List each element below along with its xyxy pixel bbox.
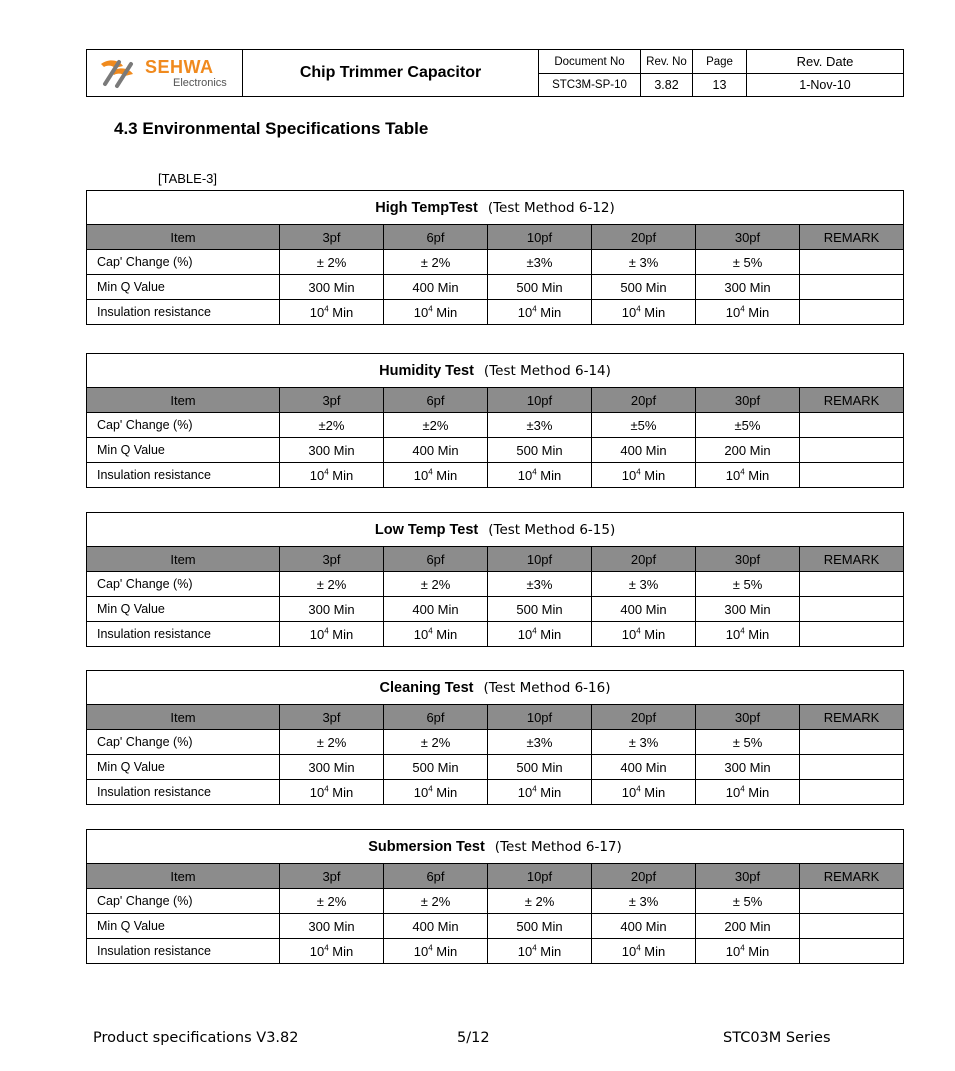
row-label-min-q: Min Q Value (87, 914, 280, 939)
column-header: REMARK (800, 705, 904, 730)
rev-date-label: Rev. Date (747, 50, 904, 74)
cap-change-value: ± 2% (280, 730, 384, 755)
remark-cell (800, 438, 904, 463)
row-label-insulation: Insulation resistance (87, 300, 280, 325)
min-q-value: 300 Min (280, 597, 384, 622)
ir-base: 10 (413, 467, 429, 483)
ir-suffix: Min (332, 784, 354, 800)
insulation-value (384, 300, 488, 325)
test-method: (Test Method 6-12) (487, 199, 615, 216)
insulation-value (280, 300, 384, 325)
row-label-cap-change: Cap' Change (%) (87, 730, 280, 755)
ir-exponent: 4 (324, 304, 329, 314)
row-label-insulation: Insulation resistance (87, 780, 280, 805)
ir-suffix: Min (644, 626, 666, 642)
min-q-value: 300 Min (696, 755, 800, 780)
ir-suffix: Min (436, 626, 458, 642)
min-q-value: 300 Min (696, 597, 800, 622)
insulation-value (488, 622, 592, 647)
column-header: Item (87, 388, 280, 413)
ir-exponent: 4 (324, 943, 329, 953)
cap-change-value: ± 5% (696, 889, 800, 914)
ir-exponent: 4 (740, 784, 745, 794)
rev-no-label: Rev. No (641, 50, 693, 74)
document-header (86, 49, 904, 97)
min-q-value: 400 Min (592, 914, 696, 939)
row-label-insulation: Insulation resistance (87, 463, 280, 488)
ir-base: 10 (517, 626, 533, 642)
ir-suffix: Min (540, 304, 562, 320)
doc-no-value: STC3M-SP-10 (539, 74, 641, 97)
insulation-value (384, 463, 488, 488)
ir-suffix: Min (748, 784, 770, 800)
cap-change-value: ±3% (488, 413, 592, 438)
min-q-value: 400 Min (592, 755, 696, 780)
page-label: Page (693, 50, 747, 74)
ir-exponent: 4 (636, 943, 641, 953)
remark-cell (800, 780, 904, 805)
ir-suffix: Min (644, 304, 666, 320)
ir-base: 10 (309, 304, 325, 320)
ir-suffix: Min (644, 943, 666, 959)
ir-exponent: 4 (532, 467, 537, 477)
remark-cell (800, 730, 904, 755)
ir-exponent: 4 (324, 626, 329, 636)
column-header: 10pf (488, 388, 592, 413)
ir-base: 10 (413, 626, 429, 642)
cap-change-value: ± 5% (696, 572, 800, 597)
insulation-value (696, 300, 800, 325)
insulation-value (696, 780, 800, 805)
footer-page: 5/12 (457, 1030, 490, 1046)
ir-base: 10 (517, 943, 533, 959)
column-header: Item (87, 547, 280, 572)
ir-base: 10 (517, 784, 533, 800)
insulation-value (696, 463, 800, 488)
column-header: 20pf (592, 705, 696, 730)
ir-base: 10 (725, 784, 741, 800)
ir-suffix: Min (332, 626, 354, 642)
ir-exponent: 4 (428, 784, 433, 794)
cap-change-value: ± 3% (592, 250, 696, 275)
insulation-value (592, 622, 696, 647)
insulation-value (592, 780, 696, 805)
ir-base: 10 (621, 943, 637, 959)
ir-suffix: Min (748, 304, 770, 320)
cap-change-value: ±2% (280, 413, 384, 438)
cap-change-value: ± 2% (280, 889, 384, 914)
cap-change-value: ±5% (592, 413, 696, 438)
ir-base: 10 (725, 943, 741, 959)
ir-exponent: 4 (532, 943, 537, 953)
ir-suffix: Min (436, 467, 458, 483)
table-title-cell (87, 191, 904, 225)
min-q-value: 500 Min (592, 275, 696, 300)
footer-right: STC03M Series (723, 1030, 831, 1046)
cap-change-value: ± 2% (384, 730, 488, 755)
table-title-cell (87, 671, 904, 705)
cap-change-value: ± 5% (696, 250, 800, 275)
cap-change-value: ± 2% (384, 250, 488, 275)
cap-change-value: ± 2% (384, 889, 488, 914)
insulation-value (280, 463, 384, 488)
insulation-value (592, 939, 696, 964)
test-method: (Test Method 6-16) (483, 679, 611, 696)
logo-subtitle: Electronics (173, 77, 227, 89)
ir-suffix: Min (332, 304, 354, 320)
min-q-value: 500 Min (488, 438, 592, 463)
min-q-value: 200 Min (696, 438, 800, 463)
ir-suffix: Min (540, 626, 562, 642)
insulation-value (280, 622, 384, 647)
ir-base: 10 (309, 467, 325, 483)
doc-no-label: Document No (539, 50, 641, 74)
remark-cell (800, 914, 904, 939)
ir-suffix: Min (436, 784, 458, 800)
cap-change-value: ± 2% (384, 572, 488, 597)
cap-change-value: ±3% (488, 730, 592, 755)
insulation-value (280, 939, 384, 964)
column-header: 20pf (592, 547, 696, 572)
test-method: (Test Method 6-15) (488, 521, 616, 538)
test-name: Humidity Test (379, 362, 474, 379)
remark-cell (800, 250, 904, 275)
ir-suffix: Min (436, 943, 458, 959)
row-label-cap-change: Cap' Change (%) (87, 572, 280, 597)
column-header: 3pf (280, 225, 384, 250)
ir-exponent: 4 (740, 304, 745, 314)
logo-brand: SEHWA (145, 57, 214, 77)
test-method: (Test Method 6-17) (494, 838, 622, 855)
min-q-value: 400 Min (384, 275, 488, 300)
column-header: 30pf (696, 225, 800, 250)
ir-exponent: 4 (428, 626, 433, 636)
ir-base: 10 (725, 304, 741, 320)
column-header: 6pf (384, 705, 488, 730)
column-header: 30pf (696, 547, 800, 572)
remark-cell (800, 463, 904, 488)
cap-change-value: ±3% (488, 250, 592, 275)
min-q-value: 300 Min (696, 275, 800, 300)
min-q-value: 500 Min (488, 755, 592, 780)
row-label-insulation: Insulation resistance (87, 622, 280, 647)
min-q-value: 500 Min (384, 755, 488, 780)
page-value: 13 (693, 74, 747, 97)
column-header: 30pf (696, 705, 800, 730)
min-q-value: 400 Min (592, 438, 696, 463)
spec-table (86, 670, 904, 805)
test-name: Low Temp Test (374, 521, 479, 538)
ir-base: 10 (621, 467, 637, 483)
ir-suffix: Min (644, 467, 666, 483)
test-method: (Test Method 6-14) (483, 362, 611, 379)
row-label-cap-change: Cap' Change (%) (87, 413, 280, 438)
column-header: 10pf (488, 225, 592, 250)
ir-base: 10 (725, 626, 741, 642)
ir-exponent: 4 (324, 784, 329, 794)
cap-change-value: ± 2% (280, 572, 384, 597)
remark-cell (800, 572, 904, 597)
column-header: 10pf (488, 547, 592, 572)
ir-suffix: Min (332, 467, 354, 483)
ir-exponent: 4 (740, 943, 745, 953)
column-header: 20pf (592, 864, 696, 889)
column-header: REMARK (800, 388, 904, 413)
ir-exponent: 4 (532, 304, 537, 314)
ir-exponent: 4 (636, 467, 641, 477)
sehwa-logo-icon (97, 56, 143, 90)
ir-base: 10 (621, 304, 637, 320)
row-label-min-q: Min Q Value (87, 275, 280, 300)
rev-date-value: 1-Nov-10 (747, 74, 904, 97)
column-header: Item (87, 705, 280, 730)
insulation-value (696, 939, 800, 964)
row-label-insulation: Insulation resistance (87, 939, 280, 964)
table-title-cell (87, 354, 904, 388)
cap-change-value: ± 3% (592, 730, 696, 755)
spec-table (86, 829, 904, 964)
min-q-value: 300 Min (280, 275, 384, 300)
document-title: Chip Trimmer Capacitor (243, 50, 539, 97)
min-q-value: 300 Min (280, 755, 384, 780)
ir-exponent: 4 (532, 784, 537, 794)
column-header: 3pf (280, 705, 384, 730)
remark-cell (800, 755, 904, 780)
column-header: 30pf (696, 864, 800, 889)
insulation-value (696, 622, 800, 647)
ir-base: 10 (621, 784, 637, 800)
column-header: 30pf (696, 388, 800, 413)
test-name: Submersion Test (368, 838, 485, 855)
logo-cell (87, 50, 243, 97)
column-header: 3pf (280, 547, 384, 572)
column-header: 6pf (384, 547, 488, 572)
row-label-min-q: Min Q Value (87, 597, 280, 622)
footer-left: Product specifications V3.82 (93, 1030, 299, 1046)
cap-change-value: ± 3% (592, 572, 696, 597)
insulation-value (280, 780, 384, 805)
remark-cell (800, 300, 904, 325)
remark-cell (800, 413, 904, 438)
ir-suffix: Min (644, 784, 666, 800)
row-label-cap-change: Cap' Change (%) (87, 250, 280, 275)
remark-cell (800, 622, 904, 647)
column-header: 10pf (488, 705, 592, 730)
min-q-value: 300 Min (280, 438, 384, 463)
insulation-value (592, 463, 696, 488)
ir-suffix: Min (748, 943, 770, 959)
ir-exponent: 4 (428, 943, 433, 953)
rev-no-value: 3.82 (641, 74, 693, 97)
spec-table (86, 512, 904, 647)
column-header: 3pf (280, 864, 384, 889)
ir-base: 10 (309, 784, 325, 800)
ir-suffix: Min (540, 467, 562, 483)
cap-change-value: ±5% (696, 413, 800, 438)
test-name: Cleaning Test (379, 679, 474, 696)
cap-change-value: ± 2% (280, 250, 384, 275)
column-header: 20pf (592, 225, 696, 250)
ir-exponent: 4 (740, 467, 745, 477)
ir-exponent: 4 (636, 784, 641, 794)
ir-suffix: Min (436, 304, 458, 320)
min-q-value: 500 Min (488, 275, 592, 300)
ir-suffix: Min (540, 784, 562, 800)
ir-exponent: 4 (636, 626, 641, 636)
section-title: 4.3 Environmental Specifications Table (114, 119, 429, 138)
min-q-value: 500 Min (488, 914, 592, 939)
ir-base: 10 (517, 467, 533, 483)
ir-exponent: 4 (428, 467, 433, 477)
test-name: High TempTest (375, 199, 478, 216)
spec-table (86, 190, 904, 325)
ir-exponent: 4 (740, 626, 745, 636)
column-header: 6pf (384, 225, 488, 250)
cap-change-value: ±3% (488, 572, 592, 597)
row-label-min-q: Min Q Value (87, 438, 280, 463)
insulation-value (592, 300, 696, 325)
column-header: 3pf (280, 388, 384, 413)
column-header: 20pf (592, 388, 696, 413)
ir-exponent: 4 (324, 467, 329, 477)
min-q-value: 300 Min (280, 914, 384, 939)
ir-suffix: Min (748, 467, 770, 483)
min-q-value: 400 Min (384, 914, 488, 939)
ir-base: 10 (413, 304, 429, 320)
min-q-value: 500 Min (488, 597, 592, 622)
sehwa-logo (97, 56, 237, 90)
ir-exponent: 4 (532, 626, 537, 636)
ir-suffix: Min (540, 943, 562, 959)
min-q-value: 400 Min (384, 438, 488, 463)
remark-cell (800, 889, 904, 914)
insulation-value (384, 939, 488, 964)
ir-base: 10 (517, 304, 533, 320)
row-label-min-q: Min Q Value (87, 755, 280, 780)
ir-base: 10 (309, 626, 325, 642)
cap-change-value: ± 5% (696, 730, 800, 755)
min-q-value: 200 Min (696, 914, 800, 939)
insulation-value (488, 463, 592, 488)
column-header: REMARK (800, 225, 904, 250)
cap-change-value: ± 3% (592, 889, 696, 914)
insulation-value (488, 780, 592, 805)
table-title-cell (87, 830, 904, 864)
column-header: 10pf (488, 864, 592, 889)
row-label-cap-change: Cap' Change (%) (87, 889, 280, 914)
min-q-value: 400 Min (384, 597, 488, 622)
insulation-value (384, 780, 488, 805)
table-title-cell (87, 513, 904, 547)
ir-base: 10 (413, 943, 429, 959)
cap-change-value: ±2% (384, 413, 488, 438)
column-header: REMARK (800, 547, 904, 572)
column-header: 6pf (384, 388, 488, 413)
ir-base: 10 (725, 467, 741, 483)
ir-base: 10 (413, 784, 429, 800)
column-header: Item (87, 864, 280, 889)
remark-cell (800, 275, 904, 300)
spec-table (86, 353, 904, 488)
insulation-value (488, 939, 592, 964)
cap-change-value: ± 2% (488, 889, 592, 914)
ir-exponent: 4 (636, 304, 641, 314)
insulation-value (488, 300, 592, 325)
column-header: Item (87, 225, 280, 250)
remark-cell (800, 939, 904, 964)
min-q-value: 400 Min (592, 597, 696, 622)
ir-suffix: Min (332, 943, 354, 959)
table-tag: [TABLE-3] (158, 171, 218, 186)
column-header: REMARK (800, 864, 904, 889)
ir-suffix: Min (748, 626, 770, 642)
column-header: 6pf (384, 864, 488, 889)
ir-base: 10 (309, 943, 325, 959)
remark-cell (800, 597, 904, 622)
insulation-value (384, 622, 488, 647)
ir-base: 10 (621, 626, 637, 642)
ir-exponent: 4 (428, 304, 433, 314)
